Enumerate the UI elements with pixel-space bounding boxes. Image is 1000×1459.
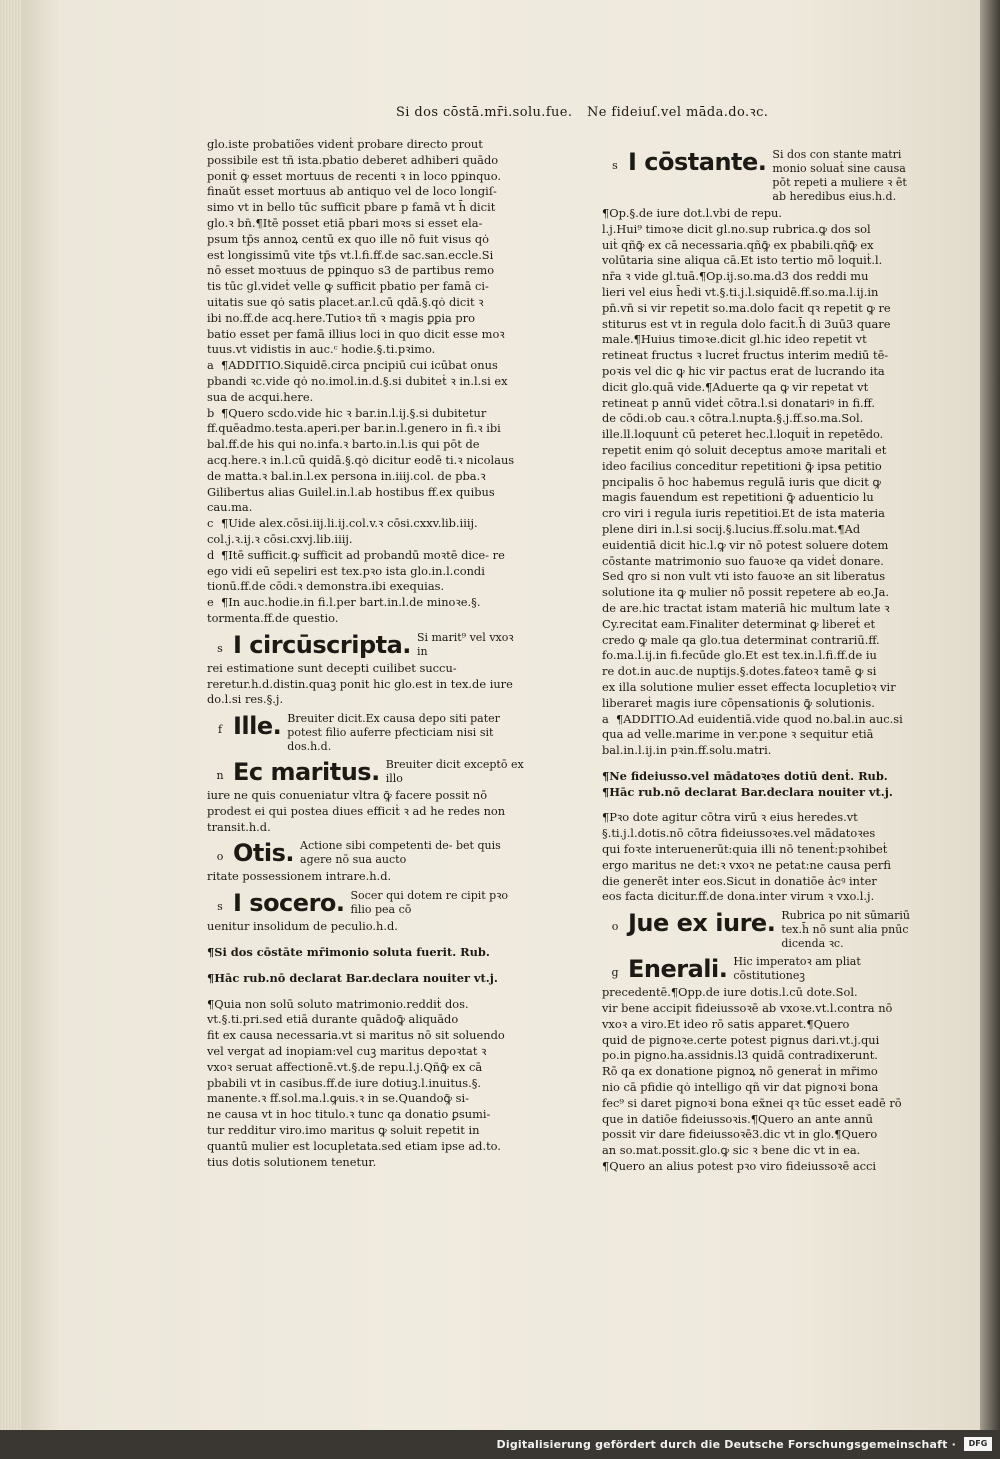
text-line: re dot.in auc.de nuptijs.§.dotes.fateoꝛ tamē ꝙ si bbox=[602, 664, 877, 679]
margin-sigil: e bbox=[207, 595, 214, 610]
drop-heading: Ille. bbox=[233, 712, 282, 741]
text-line: nō esset moꝛtuus de pꝑinquo s3 de partibus remo bbox=[207, 263, 495, 278]
heading-gloss: Rubrica po nit sūmariū tex.h̄ nō sunt alia pnūc dicenda ꝛc. bbox=[781, 909, 910, 951]
text-line: Rō qa ex donatione pignoꝝ nō generaṫ in mr̄imo bbox=[602, 1064, 878, 1079]
note-text: ¶ADDITIO.Siquidē.circa pncipiū cui icūbat onus pbandi ꝛc.vide qȯ no.imol.in.d.§.si dubiteṫ ꝛ in.l.si ex sua de acqui.here. bbox=[207, 358, 508, 404]
margin-sigil: s bbox=[612, 159, 618, 172]
text-line: quid de pignoꝛe.certe potest pignus dari.vt.j.qui bbox=[602, 1032, 880, 1047]
margin-sigil: g bbox=[611, 966, 619, 980]
drop-heading-constante bbox=[602, 148, 922, 204]
heading-gloss: Hic imperatoꝛ am pliat cōstitutioneꝫ bbox=[733, 955, 861, 983]
paragraph: precedentē.¶Opp.de iure dotis.l.cū dote.Sol. bbox=[602, 985, 858, 1000]
text-line: ergo maritus ne det:ꝛ vxoꝛ ne petat:ne causa perfi bbox=[602, 857, 891, 872]
text-line: ¶Pꝛo dote agitur cōtra virū ꝛ eius heredes.vt bbox=[602, 810, 858, 825]
text-line: fec⁹ si daret pignoꝛi bona ex̄nei qꝛ tūc esset eadē rō bbox=[602, 1095, 902, 1110]
note-b bbox=[207, 406, 527, 517]
running-head-left: Si dos cōstā.mr̄i.solu.fue. bbox=[396, 105, 573, 120]
text-line: psum tp̄s annoꝝ centū ex quo ille nō fuit visus qȯ bbox=[207, 231, 490, 246]
heading-gloss: Si dos con stante matri monio soluaṫ sine causa pōt repeti a muliere ꝛ ēt ab heredibus eius.h.d. bbox=[772, 148, 907, 203]
text-line: die generēt inter eos.Sicut in donatiōe a̓cꝰ inter bbox=[602, 873, 877, 888]
text-line: po.in pigno.ha.assidnis.l3 quidā contradixerunt. bbox=[602, 1048, 878, 1063]
text-line: vt.§.ti.pri.sed etiā durante quādoꝙ̄ aliquādo bbox=[207, 1012, 459, 1027]
text-line: uiṫ qñꝙ̄ ex cā necessaria.qñꝙ̄ ex pbabili.qñꝙ̄ ex bbox=[602, 237, 874, 252]
text-line: poꝛis vel dic ꝙ hic vir pactus erat de lucrando ita bbox=[602, 363, 885, 378]
text-line: Cy.recitat eam.Finaliter determinat ꝙ libereṫ et bbox=[602, 616, 876, 631]
margin-sigil: f bbox=[217, 723, 223, 737]
closing-paragraph bbox=[207, 997, 527, 1171]
text-line: possibile est tñ ista.pbatio deberet adhiberi quādo bbox=[207, 152, 499, 167]
text-line: dicit glo.quā vide.¶Aduerte qa ꝙ vir repetat vt bbox=[602, 379, 869, 394]
text-line: tius dotis solutionem tenetur. bbox=[207, 1154, 377, 1169]
margin-sigil: n bbox=[216, 769, 224, 783]
text-line: solutione ita ꝙ mulier nō possit repetere ab eo.Ja. bbox=[602, 585, 890, 600]
text-line: ¶Op.§.de iure dot.l.vbi de repu. bbox=[602, 206, 782, 220]
text-line: manente.ꝛ ff.sol.ma.l.ꝙuis.ꝛ in se.Quandoꝙ̄ si- bbox=[207, 1091, 470, 1106]
heading-gloss: Actione sibi competenti de- bet quis agere nō sua aucto bbox=[300, 839, 501, 867]
paragraph: uenitur insolidum de peculio.h.d. bbox=[207, 919, 398, 934]
text-line: plene diri in.l.si socij.§.lucius.ff.solu.mat.¶Ad bbox=[602, 521, 861, 536]
text-line: pncipalis ō hoc habemus regulā iuris que dicit ꝙ bbox=[602, 474, 882, 489]
text-line: vel vergat ad inopiam:vel cuꝫ maritus depoꝛtat ꝛ bbox=[207, 1044, 487, 1059]
text-line: est longissimū vite tp̄s vt.l.fi.ff.de sac.san.eccle.Si bbox=[207, 247, 494, 262]
text-line: stiturus est vt in regula dolo facit.h̄ di 3uū3 quare bbox=[602, 316, 891, 331]
text-line: glo.ꝛ bn̄.¶Itē posset etiā pbari moꝛs si esset ela- bbox=[207, 215, 483, 230]
text-line: liberareṫ magis iure cōpensationis ꝙ̄ solutionis. bbox=[602, 695, 875, 710]
text-line: ex illa solutione mulier esset effecta locupletioꝛ vir bbox=[602, 679, 896, 694]
text-line: uitatis sue qȯ satis placet.ar.l.cū qdā.§.qȯ dicit ꝛ bbox=[207, 294, 484, 309]
text-line: nio cā pfidie qȯ intelligo qñ vir dat pignoꝛi bona bbox=[602, 1080, 879, 1095]
commentary-paragraph bbox=[602, 206, 922, 712]
drop-heading-ille bbox=[207, 712, 527, 754]
text-line: tur redditur viro.imo maritus ꝙ soluit repetit in bbox=[207, 1123, 480, 1138]
text-line: qui foꝛte interuenerūt:quia illi nō tenenṫ:pꝛohibeṫ bbox=[602, 842, 888, 857]
text-line: glo.iste probatiões videnṫ probare directo prout bbox=[207, 137, 483, 151]
additions-block bbox=[207, 358, 527, 627]
note-d bbox=[207, 548, 527, 595]
margin-sigil: s bbox=[217, 900, 223, 914]
text-line: batio esset per famā illius loci in quo dicit esse moꝛ bbox=[207, 326, 505, 341]
text-line: retineat p annū videṫ cōtra.l.si donatariꝰ in fi.ff. bbox=[602, 395, 875, 410]
note-c bbox=[207, 516, 527, 548]
note-text: ¶Itē sufficit.ꝙ sufficit ad probandū moꝛtē dice- re ego vidi eū sepeliri est tex.pꝛo ista glo.in.l.condi tionū.ff.de cōdi.ꝛ demonstra.ibi exequias. bbox=[207, 547, 505, 594]
text-line: possit vir dare fideiussoꝛē3.dic vt in glo.¶Quero bbox=[602, 1127, 878, 1142]
text-line: poniṫ ꝙ esset mortuus de recenti ꝛ in loco pꝑinquo. bbox=[207, 168, 501, 183]
running-head bbox=[396, 102, 778, 120]
text-line: fit ex causa necessaria.vt si maritus nō sit soluendo bbox=[207, 1028, 505, 1043]
heading-gloss: Socer qui dotem re cipit pꝛo filio pea cō bbox=[350, 889, 509, 917]
text-line: tuus.vt vidistis in auc.ᶜ hodie.§.ti.pꝛimo. bbox=[207, 342, 436, 357]
margin-sigil: d bbox=[207, 547, 215, 562]
paragraph-continuation bbox=[207, 137, 527, 358]
text-line: retineat fructus ꝛ lucreṫ fructus interim mediū tē- bbox=[602, 348, 889, 363]
page-edges bbox=[0, 0, 22, 1430]
addition-note bbox=[602, 712, 922, 759]
closing-paragraph bbox=[602, 1001, 922, 1175]
left-column bbox=[207, 137, 527, 1170]
drop-heading: I cōstante. bbox=[628, 148, 767, 176]
text-line: tis tūc gl.videṫ velle ꝙ sufficit pbatio per famā ci- bbox=[207, 279, 489, 294]
drop-heading: Jue ex iure. bbox=[628, 909, 776, 938]
drop-heading: I circūscripta. bbox=[233, 630, 411, 659]
right-column bbox=[602, 144, 922, 1175]
text-line: pn̄.vn̄ si vir repetit so.ma.dolo facit qꝛ repetit ꝙ re bbox=[602, 300, 891, 315]
note-text: ¶ADDITIO.Ad euidentiā.vide quod no.bal.in auc.si qua ad velle.marime in ver.pone ꝛ sequitur etiā bal.in.l.ij.in pꝛin.ff.solu.matri. bbox=[602, 711, 903, 758]
drop-heading: I socero. bbox=[233, 889, 345, 918]
text-line: ne causa vt in hoc titulo.ꝛ tunc qa donatio ꝑsumi- bbox=[207, 1107, 491, 1122]
text-line: lieri vel eius h̄edi vt.§.ti.j.l.siquidē.ff.so.ma.l.ij.in bbox=[602, 284, 879, 299]
rubric-note: ¶Hāc rub.nō declarat Bar.declara nouiter vt.j. bbox=[207, 970, 498, 985]
text-line: cōstante matrimonio suo fauoꝛe qa videṫ donare. bbox=[602, 553, 884, 568]
margin-sigil: a bbox=[207, 358, 214, 373]
drop-heading-socero bbox=[207, 889, 527, 917]
note-e bbox=[207, 595, 527, 627]
drop-heading-iure bbox=[602, 909, 922, 951]
paragraph: iure ne quis conueniatur vltra ꝙ̄ facere possit nō prodest ei qui postea diues efficiṫ ꝛ ad he redes non transit.h.d. bbox=[207, 788, 506, 834]
margin-sigil: a bbox=[602, 711, 609, 726]
drop-heading-circumscripta bbox=[207, 631, 527, 659]
heading-gloss: Breuiter dicit exceptō ex illo bbox=[385, 758, 524, 786]
dfg-logo: DFG bbox=[964, 1437, 992, 1451]
rubric-note: ¶Hāc rub.nō declarat Bar.declara nouiter vt.j. bbox=[602, 784, 893, 799]
text-line: quantū mulier est locupletata.sed etiam ipse ad.to. bbox=[207, 1138, 501, 1153]
drop-heading-otis bbox=[207, 839, 527, 867]
text-line: ¶Quia non solū soluto matrimonio.reddiṫ dos. bbox=[207, 996, 469, 1011]
note-a bbox=[207, 358, 527, 405]
drop-heading: Ec maritus. bbox=[233, 758, 380, 787]
text-line: de cōdi.ob cau.ꝛ cōtra.l.nupta.§.j.ff.so.ma.Sol. bbox=[602, 411, 864, 426]
text-line: vir bene accipit fideiussoꝛē ab vxoꝛe.vt.l.contra nō bbox=[602, 1001, 893, 1016]
note-text: ¶Quero scdo.vide hic ꝛ bar.in.l.ij.§.si dubitetur ff.quēadmo.testa.aperi.per bar.in.l.genero in fi.ꝛ ibi bal.ff.de his qui no.infa.ꝛ barto.in.l.is qui pōt de acq.here.ꝛ in.l.cū quidā.§.qȯ dicitur eodē ti.ꝛ nicolaus de matta.ꝛ bal.in.l.ex persona in.iiij.col. de pba.ꝛ Gilibertus alias Guilel.in.l.ab hostibus ff.ex quibus cau.ma. bbox=[207, 405, 515, 515]
footer-bar bbox=[0, 1430, 1000, 1459]
rubric-title: ¶Ne fideiusso.vel mādatoꝛes dotiū denṫ. Rub. bbox=[602, 768, 888, 783]
text-line: an so.mat.possit.glo.ꝙ sic ꝛ bene dic vt in ea. bbox=[602, 1143, 861, 1158]
heading-gloss: Si marit⁹ vel vxoꝛ in bbox=[416, 630, 514, 658]
text-line: l.j.Hui⁹ timoꝛe dicit gl.no.sup rubrica.ꝙ dos sol bbox=[602, 221, 871, 236]
rubric-title: ¶Si dos cōstāte mr̄imonio soluta fuerit. Rub. bbox=[207, 945, 490, 960]
funding-credit: Digitalisierung gefördert durch die Deutsche Forschungsgemeinschaft · bbox=[496, 1438, 956, 1451]
text-line: eos facta dicitur.ff.de dona.inter virum ꝛ vxo.l.j. bbox=[602, 889, 875, 904]
text-line: pbabili vt in casibus.ff.de iure dotiuꝫ.l.inuitus.§. bbox=[207, 1075, 482, 1090]
text-line: de are.hic tractat istam materiā hic multum late ꝛ bbox=[602, 600, 890, 615]
heading-gloss: Breuiter dicit.Ex causa depo siti pater potest filio auferre pfecticiam nisi sit dos.h.d. bbox=[287, 712, 500, 754]
text-line: ibi no.ff.de acq.here.Tutioꝛ tñ ꝛ magis ꝑꝑia pro bbox=[207, 310, 475, 325]
text-line: finaŭt esset mortuus ab antiquo vel de loco longiſ- bbox=[207, 184, 497, 199]
text-line: §.ti.j.l.dotis.nō cōtra fideiussoꝛes.vel mādatoꝛes bbox=[602, 826, 876, 841]
text-line: fo.ma.l.ij.in fi.fecūde glo.Et est tex.in.l.fi.ff.de iu bbox=[602, 648, 877, 663]
running-head-right: Ne fideiuſ.vel māda.do.ꝛc. bbox=[586, 105, 769, 120]
text-line: ideo facilius conceditur repetitioni ꝙ̄ ipsa petitio bbox=[602, 458, 882, 473]
text-line: ¶Quero an alius potest pꝛo viro fideiussoꝛē acci bbox=[602, 1159, 877, 1174]
scanned-page bbox=[22, 0, 980, 1430]
drop-heading-maritus bbox=[207, 758, 527, 786]
text-line: credo ꝙ male qa glo.tua determinat contrariū.ff. bbox=[602, 632, 880, 647]
text-line: vxoꝛ a viro.Et ideo rō satis apparet.¶Quero bbox=[602, 1016, 850, 1031]
text-line: magis fauendum est repetitioni ꝙ̄ aduenticio lu bbox=[602, 490, 874, 505]
text-line: volūtaria sine aliqua cā.Et isto tertio mō loquiṫ.l. bbox=[602, 253, 883, 268]
text-line: nr̄a ꝛ vide gl.tuā.¶Op.ij.so.ma.d3 dos reddi mu bbox=[602, 269, 869, 284]
text-line: repetit enim qȯ soluit deceptus amoꝛe maritali et bbox=[602, 442, 887, 457]
drop-heading: Enerali. bbox=[628, 955, 728, 984]
note-text: ¶In auc.hodie.in fi.l.per bart.in.l.de minoꝛe.§. tormenta.ff.de questio. bbox=[207, 595, 481, 625]
paragraph: ritate possessionem intrare.h.d. bbox=[207, 869, 392, 884]
text-line: cro viri i regula iuris repetitioi.Et de ista materia bbox=[602, 506, 885, 521]
drop-heading: Otis. bbox=[233, 839, 295, 868]
text-line: Sed qro si non vult vti isto fauoꝛe an sit liberatus bbox=[602, 569, 886, 584]
margin-sigil: b bbox=[207, 405, 215, 420]
drop-heading-generali bbox=[602, 955, 922, 983]
paragraph: rei estimatione sunt decepti cuilibet succu- reretur.h.d.distin.quaꝫ ponit hic glo.est in tex.de iure do.l.si res.§.j. bbox=[207, 660, 513, 707]
margin-sigil: o bbox=[611, 920, 619, 934]
note-text: ¶Uide alex.cōsi.iij.li.ij.col.v.ꝛ cōsi.cxxv.lib.iiij. col.j.ꝛ.ij.ꝛ cōsi.cxvj.lib.iiij. bbox=[207, 516, 478, 546]
text-line: que in datiōe fideiussoꝛis.¶Quero an ante annū bbox=[602, 1111, 873, 1126]
page-gutter-shadow bbox=[980, 0, 1000, 1430]
text-line: simo vt in bello tūc sufficit pbare p famā vt h̄ dicit bbox=[207, 200, 496, 215]
margin-sigil: s bbox=[217, 641, 223, 655]
margin-sigil: c bbox=[207, 516, 214, 531]
text-line: vxoꝛ seruat affectionē.vt.§.de repu.l.j.Qñꝙ̄ ex cā bbox=[207, 1059, 483, 1074]
text-line: euidentiā dicit hic.l.ꝙ vir nō potest soluere dotem bbox=[602, 537, 889, 552]
paragraph-pro-dote bbox=[602, 810, 922, 905]
margin-sigil: o bbox=[216, 850, 224, 864]
text-line: ille.ll.loquunṫ cū peteret hec.l.loquiṫ in repetēdo. bbox=[602, 427, 884, 442]
text-line: male.¶Huius timoꝛe.dicit gl.hic ideo repetit vt bbox=[602, 332, 867, 347]
